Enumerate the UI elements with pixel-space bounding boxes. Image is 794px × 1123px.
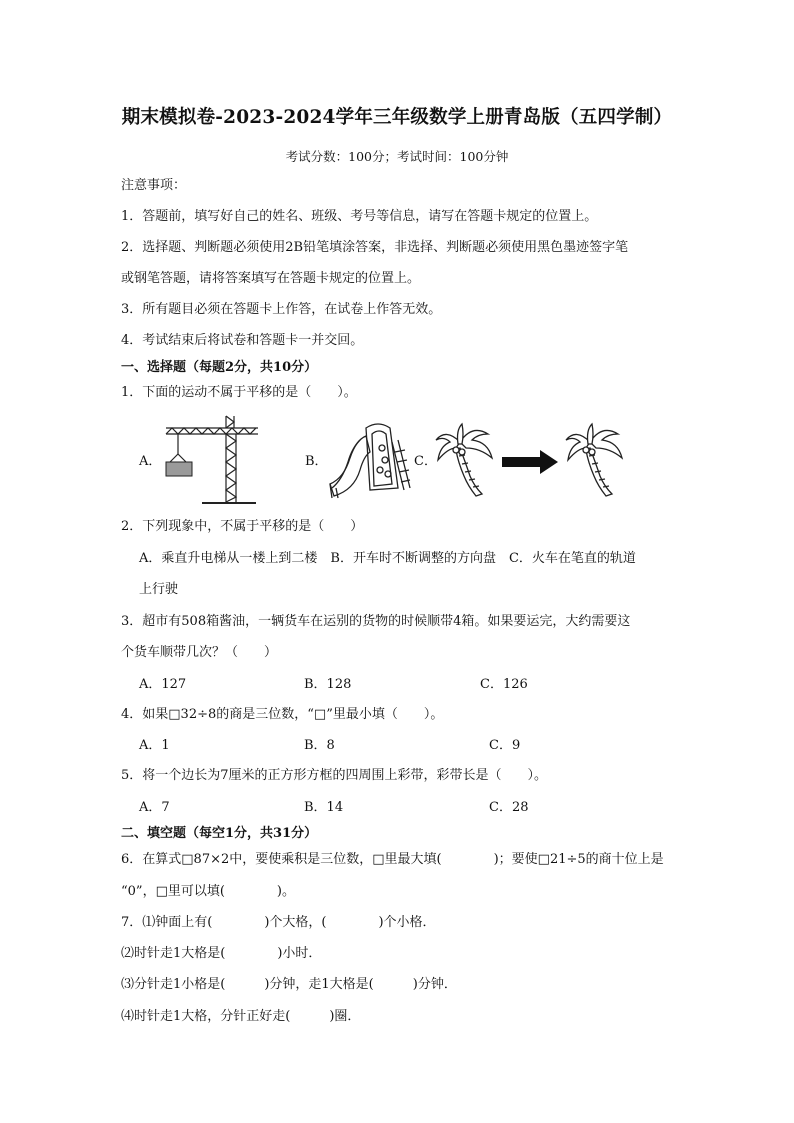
q4-stem: 4．如果□32÷8的商是三位数，“□”里最小填（ ）。 — [121, 707, 444, 722]
notice-item-2-cont: 或钢笔答题，请将答案填写在答题卡规定的位置上。 — [121, 271, 421, 286]
q3-stem-cont: 个货车顺带几次？（ ） — [121, 645, 278, 660]
q2-stem: 2．下列现象中，不属于平移的是（ ） — [121, 519, 364, 534]
q7-part3: ⑶分针走1小格是( )分钟，走1大格是( )分钟． — [121, 977, 457, 992]
notice-item-3: 3．所有题目必须在答题卡上作答，在试卷上作答无效。 — [121, 302, 442, 317]
playground-slide-icon — [326, 418, 412, 500]
q7-part1: 7．⑴钟面上有( )个大格，( )个小格． — [121, 915, 436, 930]
palm-tree-icon — [432, 420, 496, 498]
q3-option-a: A．127 — [139, 677, 187, 692]
section1-heading: 一、选择题（每题2分，共10分） — [121, 360, 318, 375]
q2-options-cont: 上行驶 — [139, 582, 179, 597]
right-arrow-icon — [502, 450, 558, 474]
q3-stem: 3．超市有508箱酱油，一辆货车在运别的货物的时候顺带4箱。如果要运完，大约需要这 — [121, 614, 631, 629]
q1-option-c-label: C． — [414, 454, 437, 469]
q5-option-b: B．14 — [304, 800, 344, 815]
q6-stem: 6．在算式□87×2中，要使乘积是三位数，□里最大填( )；要使□21÷5的商十位上是 — [121, 852, 664, 867]
q6-stem-cont: “0”，□里可以填( )。 — [121, 884, 295, 899]
tower-crane-icon — [160, 414, 260, 506]
q5-stem: 5．将一个边长为7厘米的正方形方框的四周围上彩带，彩带长是（ ）。 — [121, 768, 548, 783]
q7-part2: ⑵时针走1大格是( )小时． — [121, 946, 322, 961]
q4-option-c: C．9 — [489, 738, 521, 753]
q1-option-b-label: B． — [305, 454, 328, 469]
page-title: 期末模拟卷-2023-2024学年三年级数学上册青岛版（五四学制） — [121, 107, 673, 128]
q4-option-a: A．1 — [139, 738, 170, 753]
q1-option-a-label: A． — [139, 454, 162, 469]
q5-option-a: A．7 — [139, 800, 170, 815]
section2-heading: 二、填空题（每空1分，共31分） — [121, 826, 318, 841]
q7-part4: ⑷时针走1大格，分针正好走( )圈． — [121, 1009, 361, 1024]
notice-item-2: 2．选择题、判断题必须使用2B铅笔填涂答案，非选择、判断题必须使用黑色墨迹签字笔 — [121, 240, 629, 255]
q2-options: A．乘直升电梯从一楼上到二楼 B．开车时不断调整的方向盘 C．火车在笔直的轨道 — [139, 551, 636, 566]
palm-tree-moved-icon — [562, 420, 626, 498]
q4-option-b: B．8 — [304, 738, 335, 753]
notice-item-4: 4．考试结束后将试卷和答题卡一并交回。 — [121, 333, 364, 348]
notice-heading: 注意事项： — [121, 178, 187, 193]
exam-info: 考试分数：100分；考试时间：100分钟 — [285, 149, 509, 164]
q1-stem: 1．下面的运动不属于平移的是（ ）。 — [121, 385, 357, 400]
q5-option-c: C．28 — [489, 800, 529, 815]
q3-option-c: C．126 — [480, 677, 528, 692]
q3-option-b: B．128 — [304, 677, 352, 692]
notice-item-1: 1．答题前，填写好自己的姓名、班级、考号等信息，请写在答题卡规定的位置上。 — [121, 209, 598, 224]
